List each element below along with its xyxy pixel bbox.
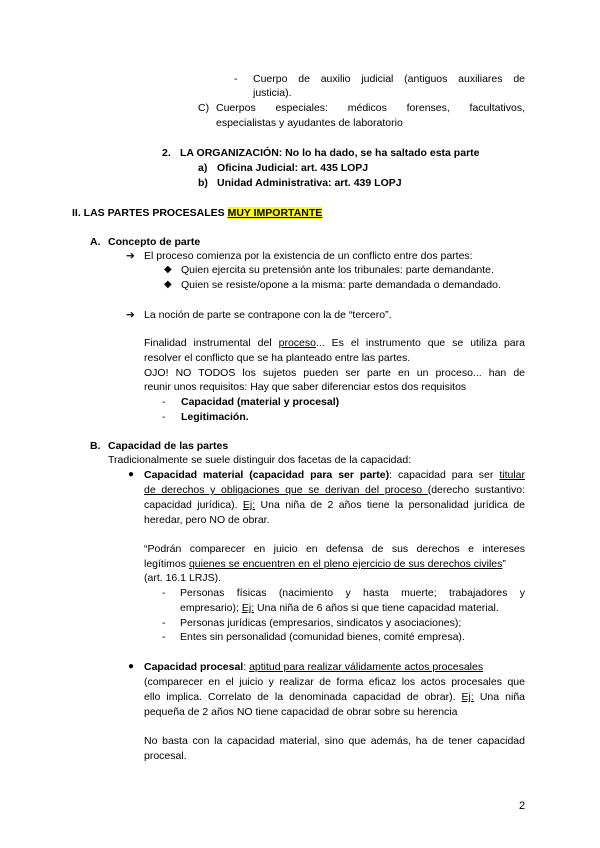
list-label: C) <box>198 102 210 114</box>
underlined-text: proceso <box>278 337 316 349</box>
sub-item: Unidad Administrativa: art. 439 LOPJ <box>217 177 402 189</box>
underlined-text: titular <box>499 469 525 481</box>
requirement-item: Capacidad (material y procesal) <box>181 396 340 408</box>
text-span: capacidad jurídica). <box>144 499 243 511</box>
paragraph-line: heredar, pero NO de obrar. <box>144 514 270 526</box>
text-span: Finalidad instrumental del <box>144 337 279 349</box>
list-number: 2. <box>162 147 171 159</box>
highlight-label: MUY IMPORTANTE <box>227 207 323 219</box>
paragraph-line: resolver el conflicto que se ha planteado entre las partes. <box>144 352 411 364</box>
bold-term: Capacidad procesal <box>144 661 244 673</box>
section-label: A. <box>90 236 101 248</box>
dash-bullet: - <box>234 73 238 85</box>
list-line: Personas físicas (nacimiento y hasta muerte; trabajadores y <box>180 587 525 599</box>
text-span: Una niña de 2 años tiene la personalidad jurídica de <box>255 499 526 511</box>
text-line: Tradicionalmente se suele distinguir dos facetas de la capacidad: <box>108 454 412 466</box>
dash-bullet: - <box>162 617 166 629</box>
text-span: ” <box>502 558 506 570</box>
bold-term: Capacidad material (capacidad para ser parte) <box>144 469 390 481</box>
paragraph-line <box>144 690 525 704</box>
paragraph-line <box>144 468 525 482</box>
text-line: Quien ejercita su pretensión ante los tribunales: parte demandante. <box>181 264 494 276</box>
paragraph-line: pequeña de 2 años NO tiene capacidad de obrar sobre su herencia <box>144 706 458 718</box>
list-line <box>180 601 499 615</box>
section-heading-text: II. LAS PARTES PROCESALES <box>72 207 228 219</box>
text-line: La noción de parte se contrapone con la de “tercero”. <box>144 309 392 321</box>
text-line: El proceso comienza por la existencia de un conflicto entre dos partes: <box>144 250 473 262</box>
page-number: 2 <box>519 800 526 812</box>
text-line: especialistas y ayudantes de laboratorio <box>216 117 403 129</box>
sub-item: Oficina Judicial: art. 435 LOPJ <box>217 162 369 174</box>
text-span: ... Es el instrumento que se utiliza para <box>315 337 525 349</box>
paragraph-line: OJO! NO TODOS los sujetos pueden ser parte en un proceso... han de <box>144 367 525 379</box>
diamond-icon: ◆ <box>164 279 172 290</box>
paragraph-line <box>144 483 525 497</box>
dash-bullet: - <box>162 631 166 643</box>
text-span: (derecho sustantivo: <box>427 484 525 496</box>
text-span: legítimos <box>144 558 189 570</box>
underlined-text: quienes se encuentren en el pleno ejercicio de sus derechos civiles <box>188 558 503 570</box>
requirement-item: Legitimación. <box>181 411 249 423</box>
arrow-icon: ➔ <box>126 250 135 262</box>
text-span: empresario); <box>180 602 242 614</box>
list-line: Entes sin personalidad (comunidad bienes, comité empresa). <box>180 631 465 643</box>
underlined-text: Ej: <box>242 499 256 511</box>
list-line: Personas jurídicas (empresarios, sindicatos y asociaciones); <box>180 617 462 629</box>
paragraph-line <box>144 660 483 674</box>
paragraph-line: No basta con la capacidad material, sino que además, ha de tener capacidad <box>144 735 525 747</box>
paragraph-line: (comparecer en el juicio y realizar de forma eficaz los actos procesales que <box>144 676 525 688</box>
text-span: : <box>243 661 250 673</box>
paragraph-line <box>144 498 525 512</box>
dot-bullet-icon: ● <box>128 661 135 672</box>
text-span: : capacidad para ser <box>389 469 500 481</box>
dot-bullet-icon: ● <box>128 469 135 480</box>
text-line: justicia). <box>253 87 292 99</box>
paragraph-line: procesal. <box>144 750 187 762</box>
quote-line: (art. 16.1 LRJS). <box>144 572 222 584</box>
text-span: ello implica. Correlato de la denominada capacidad de obrar). <box>144 691 462 703</box>
text-span: Una niña <box>473 691 525 703</box>
subsection-title: Capacidad de las partes <box>108 440 229 452</box>
section-label: B. <box>90 440 101 452</box>
list-label: a) <box>198 162 208 174</box>
underlined-text: Ej: <box>241 602 255 614</box>
text-line: Cuerpo de auxilio judicial (antiguos auxiliares de <box>253 73 525 85</box>
text-line: Quien se resiste/opone a la misma: parte demandada o demandado. <box>181 279 501 291</box>
item-heading: LA ORGANIZACIÓN: No lo ha dado, se ha saltado esta parte <box>180 147 480 159</box>
text-line: Cuerpos especiales: médicos forenses, facultativos, <box>216 102 525 114</box>
dash-bullet: - <box>162 411 166 423</box>
list-label: b) <box>198 177 208 189</box>
dash-bullet: - <box>162 396 166 408</box>
diamond-icon: ◆ <box>164 264 172 275</box>
quote-line: “Podrán comparecer en juicio en defensa de sus derechos e intereses <box>144 543 525 555</box>
section-heading <box>72 206 322 220</box>
underlined-text: de derechos y obligaciones que se derivan del proceso <box>144 484 428 496</box>
subsection-title: Concepto de parte <box>108 236 201 248</box>
underlined-text: aptitud para realizar válidamente actos procesales <box>249 661 484 673</box>
dash-bullet: - <box>162 587 166 599</box>
text-span: Una niña de 6 años si que tiene capacidad material. <box>254 602 499 614</box>
arrow-icon: ➔ <box>126 309 135 321</box>
paragraph-line <box>144 336 525 350</box>
underlined-text: Ej: <box>461 691 474 703</box>
paragraph-line: reunir unos requisitos: Hay que saber diferenciar estos dos requisitos <box>144 381 467 393</box>
quote-line <box>144 557 506 571</box>
